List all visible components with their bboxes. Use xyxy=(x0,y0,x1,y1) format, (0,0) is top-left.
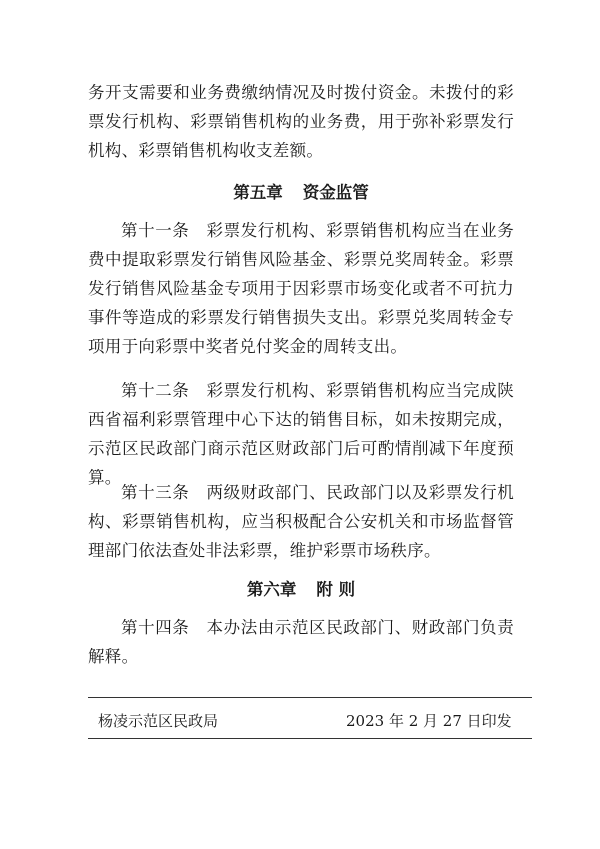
chapter-five-title: 资金监管 xyxy=(302,183,369,202)
chapter-six-heading xyxy=(88,578,514,602)
footer-issuer: 杨凌示范区民政局 xyxy=(98,712,219,730)
chapter-six-number: 第六章 xyxy=(246,580,297,599)
article-fourteen: 第十四条 本办法由示范区民政部门、财政部门负责解释。 xyxy=(88,618,514,666)
article-eleven: 第十一条 彩票发行机构、彩票销售机构应当在业务费中提取彩票发行销售风险基金、彩票兑奖周转金。彩票发行销售风险基金专项用于因彩票市场变化或者不可抗力事件等造成的彩票发行销售损失支出。彩票兑奖周转金专项用于向彩票中奖者兑付奖金的周转支出。 xyxy=(88,221,514,356)
footer-date: 2023 年 2 月 27 日印发 xyxy=(346,712,512,730)
chapter-five-number: 第五章 xyxy=(233,183,283,202)
article-thirteen: 第十三条 两级财政部门、民政部门以及彩票发行机构、彩票销售机构，应当积极配合公安机关和市场监督管理部门依法查处非法彩票，维护彩票市场秩序。 xyxy=(88,483,514,560)
footer-top-rule xyxy=(88,697,532,698)
article-twelve: 第十二条 彩票发行机构、彩票销售机构应当完成陕西省福利彩票管理中心下达的销售目标，如未按期完成，示范区民政部门商示范区财政部门后可酌情削减下年度预算。 xyxy=(88,381,514,487)
chapter-six-title: 附 则 xyxy=(316,580,356,599)
chapter-five-heading xyxy=(88,181,514,205)
continuation-paragraph: 务开支需要和业务费缴纳情况及时拨付资金。未拨付的彩票发行机构、彩票销售机构的业务费，用于弥补彩票发行机构、彩票销售机构收支差额。 xyxy=(88,83,514,160)
footer-bottom-rule xyxy=(88,738,532,739)
